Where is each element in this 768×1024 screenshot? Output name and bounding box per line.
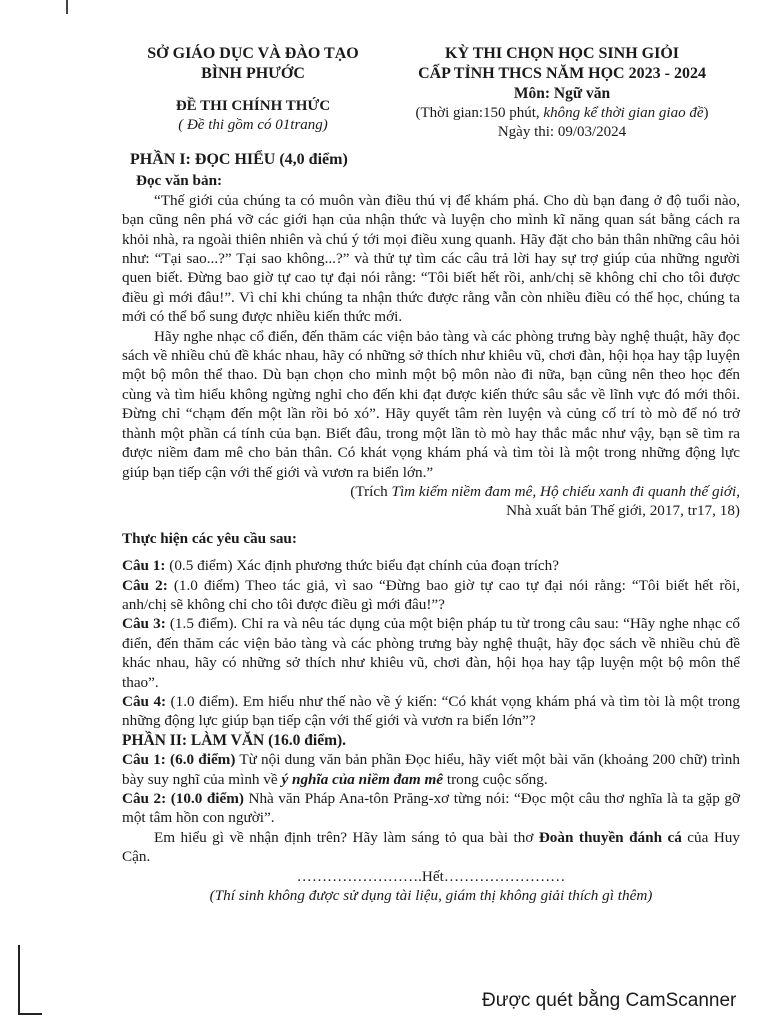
scan-mark-horizontal <box>18 1013 42 1015</box>
essay-question-2: Câu 2: (10.0 điểm) Nhà văn Pháp Ana-tôn Prăng-xơ từng nói: “Đọc một câu thơ nghĩa là ta gặp gỡ một tâm hồn con người”. <box>122 790 740 827</box>
subject: Môn: Ngữ văn <box>513 85 611 102</box>
passage-source: (Trích Tìm kiếm niềm đam mê, Hộ chiếu xanh đi quanh thế giới, <box>350 482 740 500</box>
end-marker: …………………….Hết…………………… <box>296 867 566 885</box>
department-name: SỞ GIÁO DỤC VÀ ĐÀO TẠO <box>147 45 359 62</box>
passage-paragraph-1: “Thế giới của chúng ta có muôn vàn điều thú vị để khám phá. Cho dù bạn đang ở độ tuổi nào, bạn cũng nên phá vỡ các giới hạn của nhận thức và luyện cho mình kĩ năng quan sát bằng cách ra khỏi nhà, ra ngoài thiên nhiên và chú ý tới mọi điều xung quanh. Hãy đặt cho bản thân những câu hỏi như: “Tại sao...?” Tại sao không...?” và thử tự tìm các câu trả lời hay sự trợ giúp của những người quen biết. Đừng bao giờ tự cao tự đại nói rằng: “Tôi biết hết rồi, anh/chị sẽ không chỉ cho tôi được điều gì mới đâu!”. Vì chỉ khi chúng ta nhận thức được rằng vẫn còn nhiều điều có thể học, chúng ta mới có thể bổ sung được nhiều kiến thức mới. <box>122 191 740 326</box>
passage-source-publisher: Nhà xuất bản Thế giới, 2017, tr17, 18) <box>506 502 740 520</box>
read-label: Đọc văn bản: <box>136 172 223 190</box>
tasks-label: Thực hiện các yêu cầu sau: <box>122 529 297 547</box>
essay-question-1: Câu 1: (6.0 điểm) Từ nội dung văn bản phần Đọc hiểu, hãy viết một bài văn (khoảng 200 chữ) trình bày suy nghĩ của mình về ý nghĩa của niềm đam mê trong cuộc sống. <box>122 751 740 788</box>
page-count-note: ( Đề thi gồm có 01trang) <box>178 117 328 133</box>
essay-question-2-continued: Em hiểu gì về nhận định trên? Hãy làm sáng tỏ qua bài thơ Đoàn thuyền đánh cá của Huy Cận. <box>122 828 740 866</box>
footer-note: (Thí sinh không được sử dụng tài liệu, giám thị không giải thích gì thêm) <box>209 887 653 905</box>
scan-mark-top <box>66 0 68 14</box>
exam-content <box>122 150 740 905</box>
question-2: Câu 2: (1.0 điểm) Theo tác giả, vì sao “Đừng bao giờ tự cao tự đại nói rằng: “Tôi biết hết rồi, anh/chị sẽ không chỉ cho tôi được điều gì mới đâu!”? <box>122 576 740 613</box>
question-3: Câu 3: (1.5 điểm). Chỉ ra và nêu tác dụng của một biện pháp tu từ trong câu sau: “Hãy nghe nhạc cổ điển, đến thăm các viện bảo tàng và các phòng trưng bày nghệ thuật, hãy đọc sách về nhiều chủ đề khác nhau, hãy có những sở thích như khiêu vũ, chơi đàn, hội họa hay tập luyện một bộ môn thể thao”. <box>122 615 740 691</box>
header-right <box>392 44 732 142</box>
passage-paragraph-2: Hãy nghe nhạc cổ điển, đến thăm các viện bảo tàng và các phòng trưng bày nghệ thuật, hãy đọc sách về nhiều chủ đề khác nhau, hãy có những sở thích như khiêu vũ, chơi đàn, hội họa hay tập luyện một bộ môn thể thao. Dù bạn chọn cho mình một bộ môn nào đi nữa, bạn cũng nên theo học đến cùng và tìm hiểu không ngừng nghỉ cho đến khi đạt được kiến thức sâu sắc về lĩnh vực đó mới thôi. Đừng chỉ “chạm đến một lần rồi bỏ xó”. Hãy quyết tâm rèn luyện và củng cố trí tò mò để nó trở thành một phần cá tính của bạn. Biết đâu, trong một lần tò mò hay thắc mắc như vậy, bạn sẽ tìm ra được niềm đam mê cho bản thân. Có khát vọng khám phá và tìm tòi là một trong những động lực giúp bạn tiếp cận với thế giới và vươn ra biển lớn.” <box>122 327 740 481</box>
part1-title: PHẦN I: ĐỌC HIỂU (4,0 điểm) <box>130 151 348 168</box>
header-left <box>118 44 388 135</box>
time-allowed: (Thời gian:150 phút, không kể thời gian giao đề) <box>415 105 709 121</box>
question-1: Câu 1: (0.5 điểm) Xác định phương thức biểu đạt chính của đoạn trích? <box>122 557 559 575</box>
scan-mark-vertical <box>18 945 20 1015</box>
exam-date: Ngày thi: 09/03/2024 <box>497 124 627 140</box>
province-name: BÌNH PHƯỚC <box>201 65 305 82</box>
exam-level: CẤP TỈNH THCS NĂM HỌC 2023 - 2024 <box>418 65 706 82</box>
question-4: Câu 4: (1.0 điểm). Em hiểu như thế nào về ý kiến: “Có khát vọng khám phá và tìm tòi là một trong những động lực giúp bạn tiếp cận với thế giới và vươn ra biển lớn”? <box>122 692 740 730</box>
exam-title: KỲ THI CHỌN HỌC SINH GIỎI <box>445 45 679 62</box>
part2-title: PHẦN II: LÀM VĂN (16.0 điểm). <box>122 731 347 749</box>
camscanner-watermark: Được quét bằng CamScanner <box>482 990 737 1011</box>
official-exam-label: ĐỀ THI CHÍNH THỨC <box>175 98 331 114</box>
